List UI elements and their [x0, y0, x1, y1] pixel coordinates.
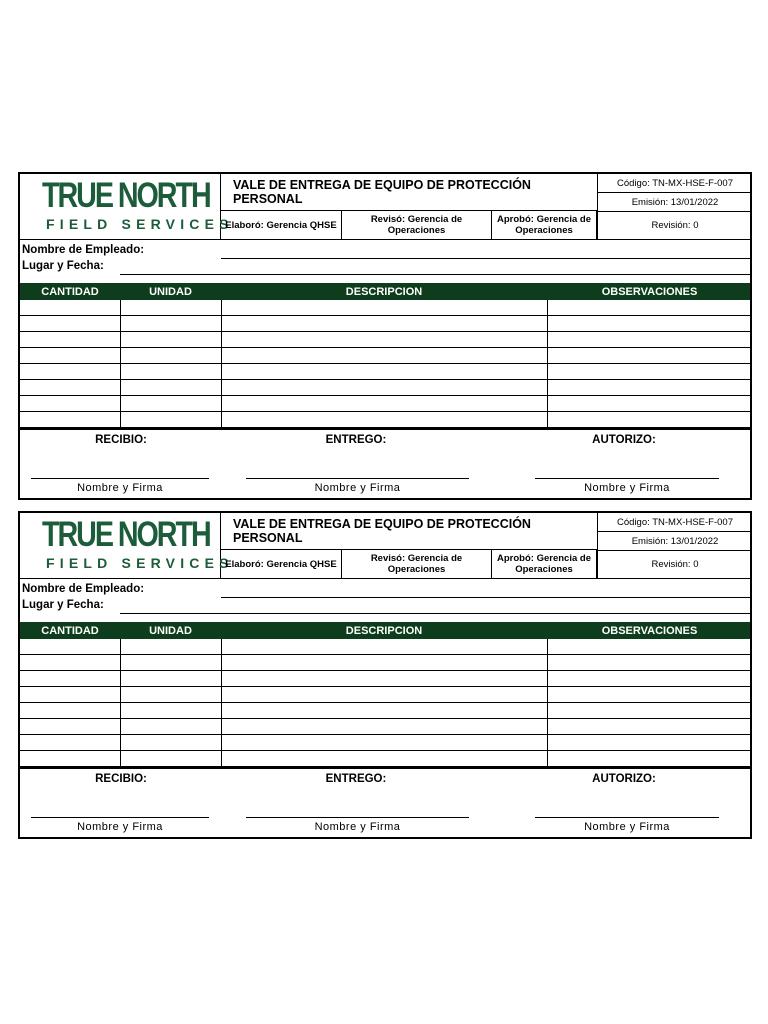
- revision-cell: Revisión: 0: [597, 212, 752, 239]
- entrego-signature-line[interactable]: [246, 817, 469, 818]
- table-header: [20, 622, 750, 639]
- revision-cell: Revisión: 0: [597, 551, 752, 578]
- company-logo: [20, 513, 234, 578]
- column-divider: [120, 300, 121, 428]
- company-logo: [20, 174, 234, 239]
- col-descripcion: DESCRIPCION: [345, 285, 423, 298]
- table-row[interactable]: [20, 639, 750, 655]
- recibio-name-sign: Nombre y Firma: [77, 821, 163, 833]
- table-row[interactable]: [20, 655, 750, 671]
- form-header: [20, 174, 750, 240]
- table-row[interactable]: [20, 316, 750, 332]
- recibio-signature-line[interactable]: [31, 817, 209, 818]
- table-row[interactable]: [20, 396, 750, 412]
- col-observaciones: OBSERVACIONES: [601, 285, 698, 298]
- place-date-field[interactable]: [120, 274, 750, 275]
- info-section: [20, 240, 750, 284]
- signature-section: [20, 767, 750, 841]
- reviso-cell: Revisó: Gerencia de Operaciones: [342, 211, 492, 239]
- col-unidad: UNIDAD: [149, 624, 192, 637]
- table-row[interactable]: [20, 687, 750, 703]
- table-row[interactable]: [20, 703, 750, 719]
- table-body: [20, 639, 750, 767]
- table-row[interactable]: [20, 300, 750, 316]
- entrego-name-sign: Nombre y Firma: [314, 482, 401, 494]
- col-cantidad: CANTIDAD: [41, 285, 99, 298]
- aprobo-cell: Aprobó: Gerencia de Operaciones: [492, 211, 597, 239]
- place-date-label: Lugar y Fecha:: [22, 260, 104, 272]
- emision-cell: Emisión: 13/01/2022: [597, 532, 752, 551]
- signature-section: [20, 428, 750, 502]
- entrego-name-sign: Nombre y Firma: [314, 821, 401, 833]
- elaboro-cell: Elaboró: Gerencia QHSE: [221, 211, 342, 239]
- autorizo-signature-line[interactable]: [535, 478, 719, 479]
- codigo-cell: Código: TN-MX-HSE-F-007: [597, 174, 752, 193]
- autorizo-name-sign: Nombre y Firma: [584, 821, 670, 833]
- table-row[interactable]: [20, 412, 750, 428]
- autorizo-signature-line[interactable]: [535, 817, 719, 818]
- column-divider: [221, 300, 222, 428]
- employee-field[interactable]: [221, 597, 750, 598]
- column-divider: [547, 639, 548, 767]
- col-unidad: UNIDAD: [149, 285, 192, 298]
- place-date-field[interactable]: [120, 613, 750, 614]
- recibio-label: RECIBIO:: [95, 773, 147, 785]
- table-row[interactable]: [20, 735, 750, 751]
- form-header: [20, 513, 750, 579]
- table-header: [20, 283, 750, 300]
- table-row[interactable]: [20, 671, 750, 687]
- entrego-label: ENTREGO:: [325, 434, 387, 446]
- autorizo-label: AUTORIZO:: [592, 773, 656, 785]
- autorizo-label: AUTORIZO:: [592, 434, 656, 446]
- info-section: [20, 579, 750, 623]
- elaboro-cell: Elaboró: Gerencia QHSE: [221, 550, 342, 578]
- emision-cell: Emisión: 13/01/2022: [597, 193, 752, 212]
- recibio-label: RECIBIO:: [95, 434, 147, 446]
- aprobo-cell: Aprobó: Gerencia de Operaciones: [492, 550, 597, 578]
- epp-form-2: [18, 511, 752, 839]
- table-body: [20, 300, 750, 428]
- logo-sub-text: FIELD SERVICES: [46, 555, 234, 571]
- employee-label: Nombre de Empleado:: [22, 244, 145, 256]
- col-descripcion: DESCRIPCION: [345, 624, 423, 637]
- col-observaciones: OBSERVACIONES: [601, 624, 698, 637]
- entrego-label: ENTREGO:: [325, 773, 387, 785]
- codigo-cell: Código: TN-MX-HSE-F-007: [597, 513, 752, 532]
- col-cantidad: CANTIDAD: [41, 624, 99, 637]
- employee-field[interactable]: [221, 258, 750, 259]
- form-title: VALE DE ENTREGA DE EQUIPO DE PROTECCIÓN PERSONAL: [221, 174, 597, 211]
- column-divider: [221, 639, 222, 767]
- table-row[interactable]: [20, 364, 750, 380]
- entrego-signature-line[interactable]: [246, 478, 469, 479]
- place-date-label: Lugar y Fecha:: [22, 599, 104, 611]
- logo-sub-text: FIELD SERVICES: [46, 216, 234, 232]
- table-row[interactable]: [20, 380, 750, 396]
- epp-form-1: [18, 172, 752, 500]
- form-title: VALE DE ENTREGA DE EQUIPO DE PROTECCIÓN PERSONAL: [221, 513, 597, 550]
- logo-main-text: TRUE NORTH: [42, 176, 210, 215]
- column-divider: [547, 300, 548, 428]
- table-row[interactable]: [20, 719, 750, 735]
- table-row[interactable]: [20, 751, 750, 767]
- logo-main-text: TRUE NORTH: [42, 515, 210, 554]
- recibio-signature-line[interactable]: [31, 478, 209, 479]
- autorizo-name-sign: Nombre y Firma: [584, 482, 670, 494]
- reviso-cell: Revisó: Gerencia de Operaciones: [342, 550, 492, 578]
- column-divider: [120, 639, 121, 767]
- table-row[interactable]: [20, 348, 750, 364]
- table-row[interactable]: [20, 332, 750, 348]
- recibio-name-sign: Nombre y Firma: [77, 482, 163, 494]
- employee-label: Nombre de Empleado:: [22, 583, 145, 595]
